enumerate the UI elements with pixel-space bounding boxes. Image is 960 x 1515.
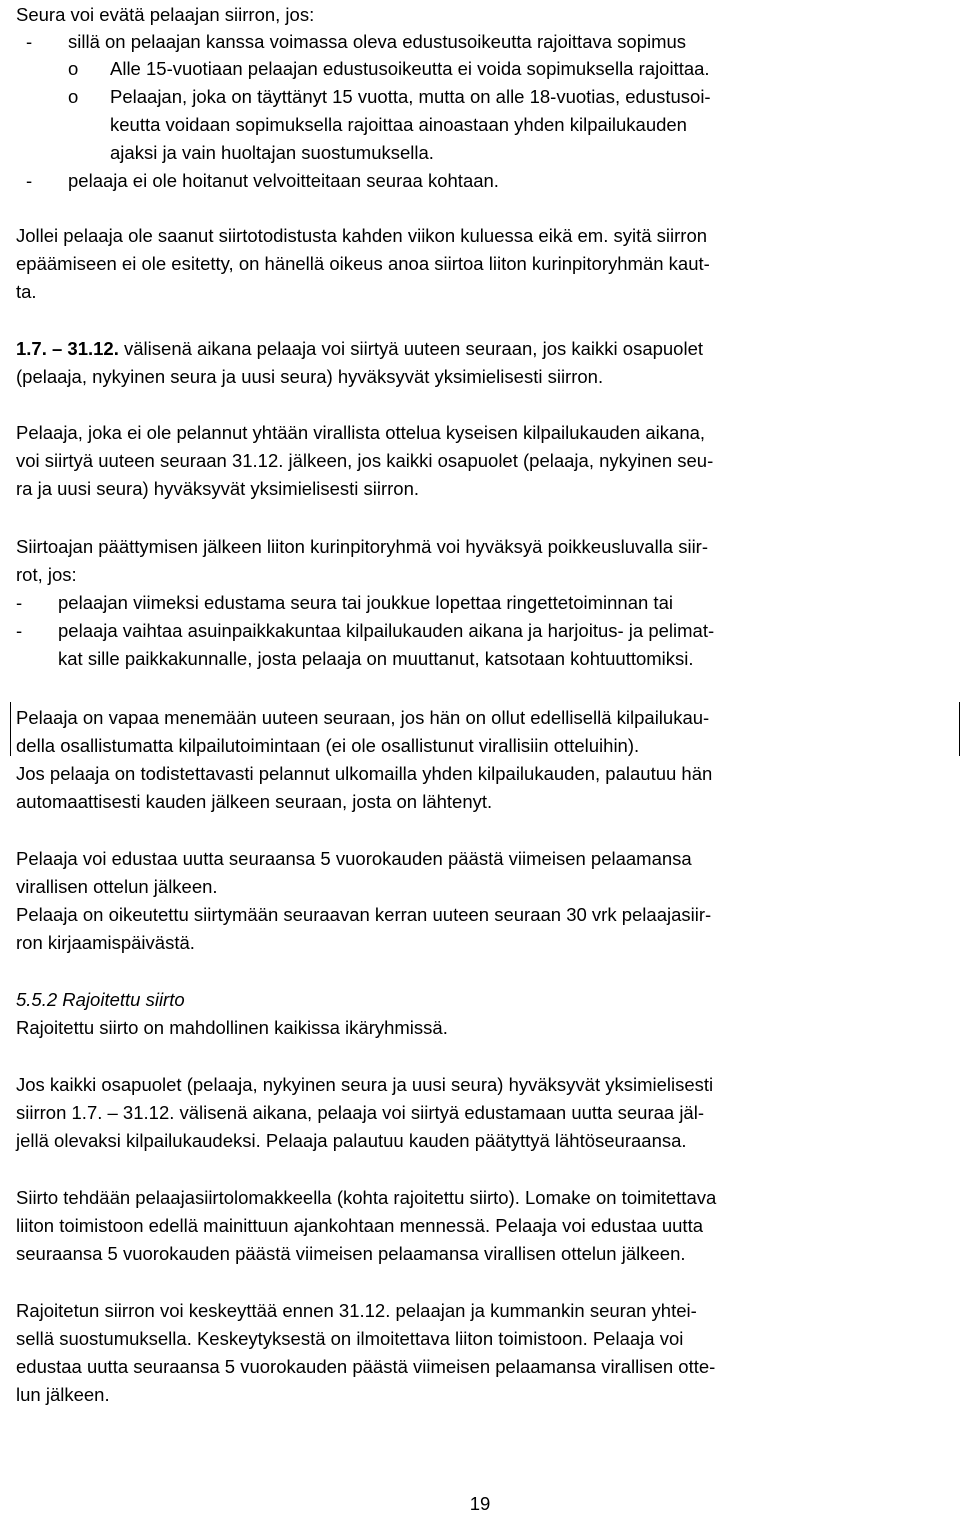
paragraph-line: Siirto tehdään pelaajasiirtolomakkeella (kohta rajoitettu siirto). Lomake on toimitettava (16, 1187, 717, 1208)
paragraph-line: lun jälkeen. (16, 1384, 110, 1405)
paragraph-line: ron kirjaamispäivästä. (16, 932, 195, 953)
paragraph-line: Pelaaja, joka ei ole pelannut yhtään virallista ottelua kyseisen kilpailukauden aikana, (16, 422, 706, 443)
section-heading: 5.5.2 Rajoitettu siirto (16, 989, 185, 1010)
date-range-bold: 1.7. – 31.12. (16, 338, 119, 359)
paragraph-line: rot, jos: (16, 564, 77, 585)
paragraph-line: della osallistumatta kilpailutoimintaan (ei ole osallistunut virallisiin otteluihin). (16, 735, 640, 756)
paragraph-line: virallisen ottelun jälkeen. (16, 876, 218, 897)
dash-bullet: - (16, 620, 23, 641)
paragraph-line: Jos pelaaja on todistettavasti pelannut ulkomailla yhden kilpailukauden, palautuu hän (16, 763, 713, 784)
sub-list-item-text: Pelaajan, joka on täyttänyt 15 vuotta, mutta on alle 18-vuotias, edustusoi- (110, 86, 711, 107)
list-item-text: pelaajan viimeksi edustama seura tai joukkue lopettaa ringettetoiminnan tai (58, 592, 673, 613)
circle-bullet: o (68, 86, 79, 107)
paragraph-line: Rajoitetun siirron voi keskeyttää ennen 31.12. pelaajan ja kummankin seuran yhtei- (16, 1300, 697, 1321)
paragraph-line: Pelaaja on vapaa menemään uuteen seuraan, jos hän on ollut edellisellä kilpailukau- (16, 707, 710, 728)
paragraph-line: Siirtoajan päättymisen jälkeen liiton kurinpitoryhmä voi hyväksyä poikkeusluvalla siir- (16, 536, 709, 557)
paragraph-line: seuraansa 5 vuorokauden päästä viimeisen pelaamansa virallisen ottelun jälkeen. (16, 1243, 686, 1264)
paragraph-line: Rajoitettu siirto on mahdollinen kaikissa ikäryhmissä. (16, 1017, 448, 1038)
sub-list-item-text: Alle 15-vuotiaan pelaajan edustusoikeutta ei voida sopimuksella rajoittaa. (110, 58, 710, 79)
paragraph-text: välisenä aikana pelaaja voi siirtyä uuteen seuraan, jos kaikki osapuolet (118, 338, 704, 359)
paragraph-line: voi siirtyä uuteen seuraan 31.12. jälkeen, jos kaikki osapuolet (pelaaja, nykyinen seu- (16, 450, 714, 471)
sub-list-item-text: keutta voidaan sopimuksella rajoittaa ainoastaan yhden kilpailukauden (110, 114, 687, 135)
paragraph-line (16, 338, 703, 360)
list-item-text: sillä on pelaajan kanssa voimassa oleva edustusoikeutta rajoittava sopimus (68, 31, 687, 52)
circle-bullet: o (68, 58, 79, 79)
list-item-text: pelaaja ei ole hoitanut velvoitteitaan seuraa kohtaan. (68, 170, 499, 191)
paragraph-line: jellä olevaksi kilpailukaudeksi. Pelaaja palautuu kauden päätyttyä lähtöseuraansa. (16, 1130, 687, 1151)
sub-list-item-text: ajaksi ja vain huoltajan suostumuksella. (110, 142, 434, 163)
sub-list-item (68, 58, 710, 80)
list-item (26, 31, 686, 53)
paragraph-line: (pelaaja, nykyinen seura ja uusi seura) hyväksyvät yksimielisesti siirron. (16, 366, 604, 387)
paragraph-line: ta. (16, 281, 37, 302)
list-item (26, 170, 499, 192)
page-number: 19 (469, 1493, 491, 1514)
paragraph-line: Pelaaja on oikeutettu siirtymään seuraavan kerran uuteen seuraan 30 vrk pelaajasiir- (16, 904, 712, 925)
dash-bullet: - (26, 170, 33, 191)
dash-bullet: - (26, 31, 33, 52)
list-item-text: kat sille paikkakunnalle, josta pelaaja on muuttanut, katsotaan kohtuuttomiksi. (58, 648, 694, 669)
paragraph-line: epäämiseen ei ole esitetty, on hänellä oikeus anoa siirtoa liiton kurinpitoryhmän kaut- (16, 253, 710, 274)
paragraph-line: sellä suostumuksella. Keskeytyksestä on ilmoitettava liiton toimistoon. Pelaaja voi (16, 1328, 684, 1349)
list-item-text: pelaaja vaihtaa asuinpaikkakuntaa kilpailukauden aikana ja harjoitus- ja pelimat- (58, 620, 715, 641)
list-item (16, 620, 714, 642)
change-bar-left (10, 702, 11, 756)
paragraph-line: edustaa uutta seuraansa 5 vuorokauden päästä viimeisen pelaamansa virallisen otte- (16, 1356, 716, 1377)
paragraph-line: automaattisesti kauden jälkeen seuraan, josta on lähtenyt. (16, 791, 493, 812)
paragraph-line: siirron 1.7. – 31.12. välisenä aikana, pelaaja voi siirtyä edustamaan uutta seuraa jäl- (16, 1102, 704, 1123)
sub-list-item (68, 86, 711, 108)
intro-text: Seura voi evätä pelaajan siirron, jos: (16, 4, 315, 25)
list-item (16, 592, 673, 614)
paragraph-line: liiton toimistoon edellä mainittuun ajankohtaan mennessä. Pelaaja voi edustaa uutta (16, 1215, 704, 1236)
paragraph-line: Jos kaikki osapuolet (pelaaja, nykyinen seura ja uusi seura) hyväksyvät yksimielisesti (16, 1074, 714, 1095)
paragraph-line: Jollei pelaaja ole saanut siirtotodistusta kahden viikon kuluessa eikä em. syitä siirron (16, 225, 708, 246)
paragraph-line: ra ja uusi seura) hyväksyvät yksimielisesti siirron. (16, 478, 420, 499)
paragraph-line: Pelaaja voi edustaa uutta seuraansa 5 vuorokauden päästä viimeisen pelaamansa (16, 848, 692, 869)
dash-bullet: - (16, 592, 23, 613)
